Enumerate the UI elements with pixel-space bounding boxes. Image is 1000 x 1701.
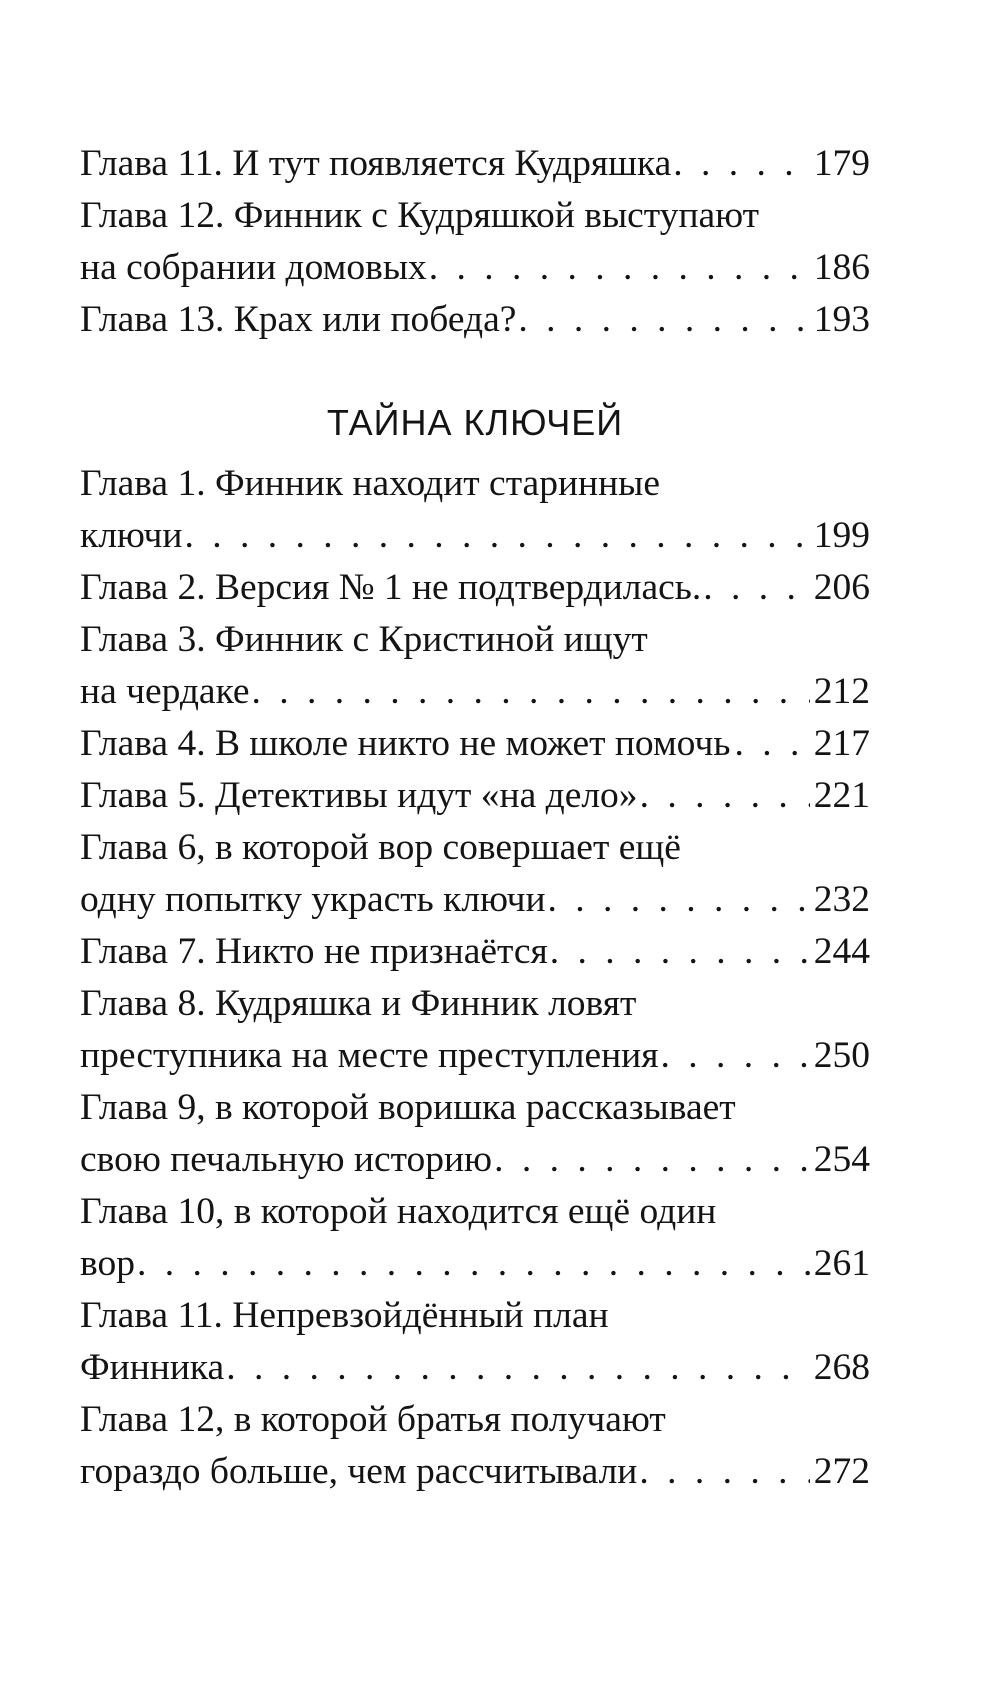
toc-entry-title-continued: преступника на месте преступления xyxy=(80,1035,659,1076)
dot-leader xyxy=(429,242,810,294)
toc-entry-title: Глава 1. Финник находит старинные xyxy=(80,463,660,504)
dot-leader xyxy=(703,562,809,614)
toc-entry-page: 179 xyxy=(813,143,870,184)
toc-entry-page: 193 xyxy=(813,299,870,340)
toc-entry xyxy=(80,978,870,1082)
toc-entry-page: 206 xyxy=(813,567,870,608)
dot-leader xyxy=(673,138,809,190)
toc-entry-title: Глава 12, в которой братья получают xyxy=(80,1399,666,1440)
toc-line xyxy=(80,294,870,346)
dot-leader xyxy=(226,1342,810,1394)
table-of-contents xyxy=(80,138,870,1498)
toc-entry xyxy=(80,926,870,978)
toc-entry-page: 186 xyxy=(813,247,870,288)
toc-line xyxy=(80,242,870,294)
toc-entry-title-continued: вор xyxy=(80,1243,135,1284)
toc-line xyxy=(80,562,870,614)
toc-line xyxy=(80,1030,870,1082)
toc-entry-title-continued: ключи xyxy=(80,515,183,556)
toc-entry xyxy=(80,294,870,346)
toc-line xyxy=(80,1342,870,1394)
toc-entry-title-continued: Финника xyxy=(80,1347,225,1388)
dot-leader xyxy=(661,1030,810,1082)
toc-entry-title: Глава 4. В школе никто не может помочь xyxy=(80,723,731,764)
toc-line xyxy=(80,1446,870,1498)
toc-entry xyxy=(80,1394,870,1498)
toc-line xyxy=(80,822,870,874)
toc-entry-title: Глава 13. Крах или победа? xyxy=(80,299,517,340)
dot-leader xyxy=(639,1446,809,1498)
toc-line xyxy=(80,190,870,242)
toc-entry-title: Глава 8. Кудряшка и Финник ловят xyxy=(80,983,637,1024)
dot-leader xyxy=(137,1238,810,1290)
toc-line xyxy=(80,770,870,822)
toc-entry-title-continued: на чердаке xyxy=(80,671,250,712)
toc-entry xyxy=(80,718,870,770)
toc-entry-page: 221 xyxy=(813,775,870,816)
toc-line xyxy=(80,138,870,190)
toc-entry-title: Глава 12. Финник с Кудряшкой выступают xyxy=(80,195,760,236)
toc-entry xyxy=(80,770,870,822)
toc-line xyxy=(80,1134,870,1186)
toc-line xyxy=(80,874,870,926)
toc-entry xyxy=(80,458,870,562)
toc-entry-page: 244 xyxy=(813,931,870,972)
toc-entry-title-continued: на собрании домовых xyxy=(80,247,427,288)
toc-line xyxy=(80,510,870,562)
toc-entry-title-continued: гораздо больше, чем рассчитывали xyxy=(80,1451,638,1492)
toc-line xyxy=(80,666,870,718)
toc-entry-title: Глава 11. Непревзойдённый план xyxy=(80,1295,609,1336)
toc-entry xyxy=(80,1290,870,1394)
toc-entry-title: Глава 2. Версия № 1 не подтвердилась. xyxy=(80,567,702,608)
toc-entry xyxy=(80,138,870,190)
toc-entry-page: 268 xyxy=(813,1347,870,1388)
toc-line xyxy=(80,978,870,1030)
toc-line xyxy=(80,1186,870,1238)
toc-group-keys-mystery xyxy=(80,458,870,1498)
toc-entry-page: 217 xyxy=(813,723,870,764)
toc-entry-title: Глава 7. Никто не признаётся xyxy=(80,931,548,972)
toc-entry-page: 232 xyxy=(813,879,870,920)
toc-entry xyxy=(80,1186,870,1290)
dot-leader xyxy=(494,1134,810,1186)
toc-entry-page: 199 xyxy=(813,515,870,556)
toc-entry-title: Глава 9, в которой воришка рассказывает xyxy=(80,1087,736,1128)
toc-line xyxy=(80,458,870,510)
toc-entry-title: Глава 3. Финник с Кристиной ищут xyxy=(80,619,648,660)
section-title: ТАЙНА КЛЮЧЕЙ xyxy=(326,402,624,443)
toc-line xyxy=(80,1290,870,1342)
toc-line xyxy=(80,614,870,666)
toc-entry-page: 272 xyxy=(813,1451,870,1492)
toc-line xyxy=(80,1238,870,1290)
toc-entry xyxy=(80,190,870,294)
toc-entry xyxy=(80,562,870,614)
dot-leader xyxy=(518,294,809,346)
toc-line xyxy=(80,718,870,770)
toc-entry-page: 250 xyxy=(813,1035,870,1076)
toc-entry xyxy=(80,822,870,926)
toc-entry-title: Глава 5. Детективы идут «на дело» xyxy=(80,775,638,816)
toc-entry-page: 261 xyxy=(813,1243,870,1284)
toc-entry-page: 212 xyxy=(813,671,870,712)
toc-entry-title: Глава 10, в которой находится ещё один xyxy=(80,1191,717,1232)
toc-entry xyxy=(80,1082,870,1186)
toc-entry xyxy=(80,614,870,718)
toc-entry-title: Глава 6, в которой вор совершает ещё xyxy=(80,827,681,868)
dot-leader xyxy=(184,510,809,562)
dot-leader xyxy=(252,666,810,718)
dot-leader xyxy=(548,874,810,926)
toc-entry-title-continued: одну попытку украсть ключи xyxy=(80,879,546,920)
toc-entry-title: Глава 11. И тут появляется Кудряшка xyxy=(80,143,672,184)
toc-entry-title-continued: свою печальную историю xyxy=(80,1139,493,1180)
dot-leader xyxy=(550,926,810,978)
toc-line xyxy=(80,1082,870,1134)
toc-line xyxy=(80,1394,870,1446)
toc-line xyxy=(80,926,870,978)
dot-leader xyxy=(640,770,810,822)
toc-entry-page: 254 xyxy=(813,1139,870,1180)
dot-leader xyxy=(734,718,809,770)
toc-group-previous-part xyxy=(80,138,870,346)
